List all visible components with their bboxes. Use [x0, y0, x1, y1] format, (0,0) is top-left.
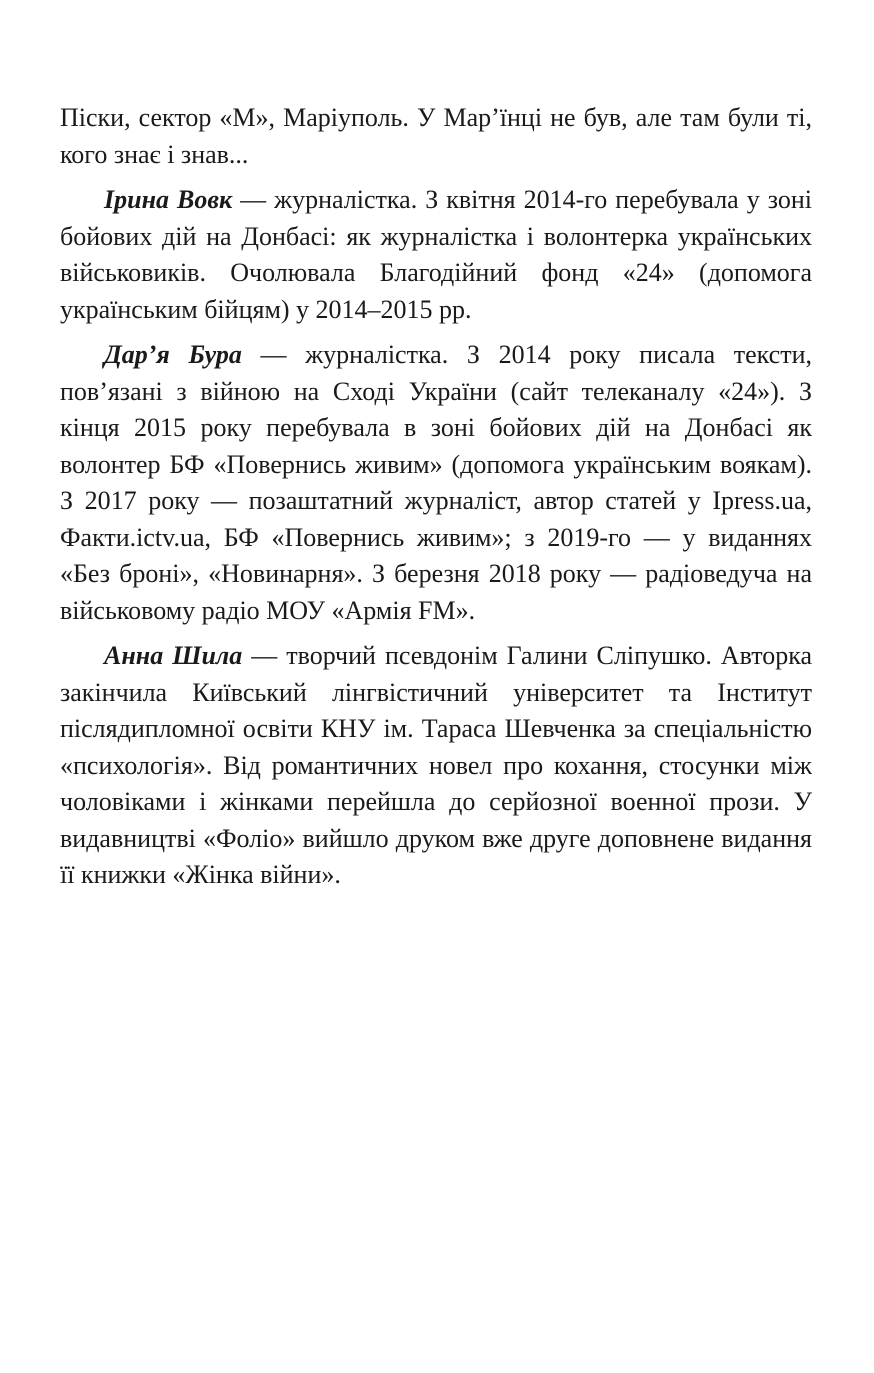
bio-text: — творчий псевдонім Галини Сліпушко. Авторка закінчила Київський лінгвістичний університет та Інститут післядипломної освіти КНУ ім. Тараса Шевченка за спеціальністю «психологія». Від романтичних новел про кохання, стосунки між чоловіками і жінками перейшла до серйозної военної прози. У видавництві «Фоліо» вийшло друком вже друге доповнене видання її книжки «Жінка війни». [60, 641, 812, 889]
bio-paragraph-darya-bura [60, 337, 812, 629]
author-name: Ірина Вовк [104, 185, 233, 214]
author-name: Дар’я Бура [104, 340, 242, 369]
book-page-text [60, 100, 812, 903]
paragraph-text: Піски, сектор «М», Маріуполь. У Мар’їнці не був, але там були ті, кого знає і знав... [60, 103, 812, 169]
bio-paragraph-iryna-vovk [60, 182, 812, 328]
bio-text: — журналістка. З квітня 2014-го перебувала у зоні бойових дій на Донбасі: як журналістка і волонтерка українських військовиків. Очолювала Благодійний фонд «24» (допомога українським бійцям) у 2014–2015 рр. [60, 185, 812, 324]
author-name: Анна Шила [104, 641, 243, 670]
bio-text: — журналістка. З 2014 року писала тексти, пов’язані з війною на Сході України (сайт телеканалу «24»). З кінця 2015 року перебувала в зоні бойових дій на Донбасі як волонтер БФ «Повернись живим» (допомога українським воякам). З 2017 року — позаштатний журналіст, автор статей у Ipress.ua, Факти.ictv.ua, БФ «Повернись живим»; з 2019-го — у виданнях «Без броні», «Новинарня». З березня 2018 року — радіоведуча на військовому радіо МОУ «Армія FM». [60, 340, 812, 625]
paragraph-continuation [60, 100, 812, 173]
bio-paragraph-anna-shyla [60, 638, 812, 894]
